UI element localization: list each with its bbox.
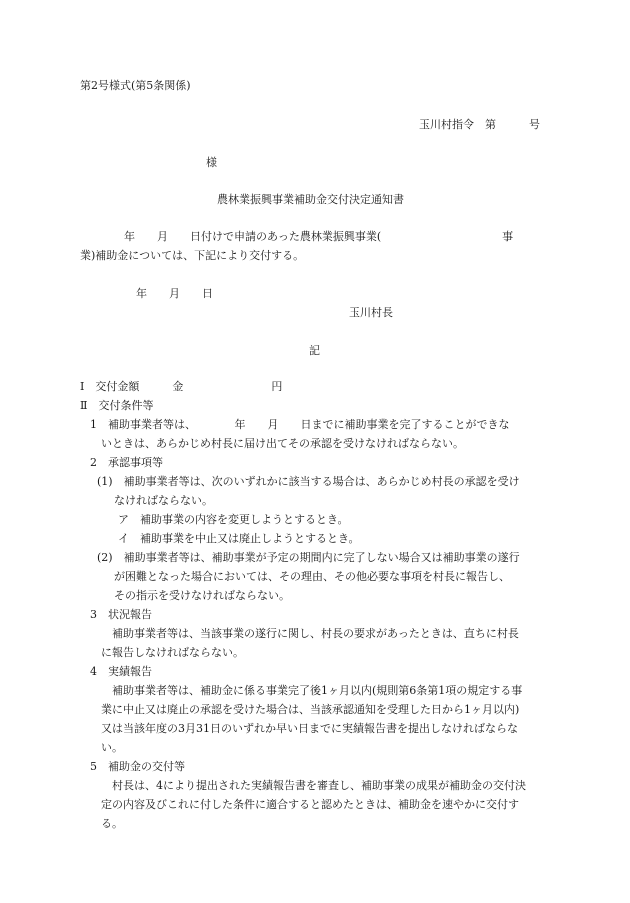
section-2-heading: Ⅱ 交付条件等 bbox=[80, 399, 154, 412]
condition-5-heading: 5 補助金の交付等 bbox=[90, 760, 185, 773]
condition-3-heading: 3 状況報告 bbox=[90, 608, 152, 621]
condition-3-line-2: に報告しなければならない。 bbox=[101, 646, 244, 659]
condition-5-line-3: る。 bbox=[101, 817, 123, 830]
condition-4-line-2: 業に中止又は廃止の承認を受けた場合は、当該承認通知を受理した日から1ヶ月以内) bbox=[101, 703, 520, 716]
ki-heading: 記 bbox=[309, 344, 320, 357]
condition-2-1-line-2: なければならない。 bbox=[114, 494, 213, 507]
condition-2-heading: 2 承認事項等 bbox=[90, 456, 163, 469]
form-label: 第2号様式(第5条関係) bbox=[80, 79, 191, 92]
condition-3-line-1: 補助事業者等は、当該事業の遂行に関し、村長の要求があったときは、直ちに村長 bbox=[112, 627, 519, 640]
condition-4-line-1: 補助事業者等は、補助金に係る事業完了後1ヶ月以内(規則第6条第1項の規定する事 bbox=[112, 684, 523, 697]
issue-date: 年 月 日 bbox=[136, 287, 213, 300]
condition-4-heading: 4 実績報告 bbox=[90, 665, 152, 678]
document-number: 玉川村指令 第 号 bbox=[419, 118, 540, 131]
issuer-name: 玉川村長 bbox=[349, 306, 393, 319]
section-1-amount: Ⅰ 交付金額 金 円 bbox=[80, 380, 283, 393]
condition-2-2-line-2: が困難となった場合においては、その理由、その他必要な事項を村長に報告し、 bbox=[114, 570, 510, 583]
document-title: 農林業振興事業補助金交付決定通知書 bbox=[217, 193, 404, 206]
condition-2-1-line-1: (1) 補助事業者等は、次のいずれかに該当する場合は、あらかじめ村長の承認を受け bbox=[97, 475, 520, 488]
condition-1-line-2: いときは、あらかじめ村長に届け出てその承認を受けなければならない。 bbox=[101, 437, 464, 450]
intro-line-1: 年 月 日付けで申請のあった農林業振興事業( 事 bbox=[80, 230, 514, 243]
condition-4-line-3: 又は当該年度の3月31日のいずれか早い日までに実績報告書を提出しなければならな bbox=[101, 722, 518, 735]
condition-1-line-1: 1 補助事業者等は、 年 月 日までに補助事業を完了することができな bbox=[90, 418, 510, 431]
addressee: 様 bbox=[206, 156, 217, 169]
condition-5-line-1: 村長は、4により提出された実績報告書を審査し、補助事業の成果が補助金の交付決 bbox=[112, 779, 526, 792]
condition-2-1-item-a: ア 補助事業の内容を変更しようとするとき。 bbox=[118, 513, 349, 526]
intro-line-2: 業)補助金については、下記により交付する。 bbox=[80, 249, 305, 262]
condition-2-1-item-i: イ 補助事業を中止又は廃止しようとするとき。 bbox=[118, 532, 360, 545]
condition-2-2-line-1: (2) 補助事業者等は、補助事業が予定の期間内に完了しない場合又は補助事業の遂行 bbox=[97, 551, 520, 564]
condition-2-2-line-3: その指示を受けなければならない。 bbox=[114, 589, 290, 602]
condition-5-line-2: 定の内容及びこれに付した条件に適合すると認めたときは、補助金を速やかに交付す bbox=[101, 798, 519, 811]
condition-4-line-4: い。 bbox=[101, 741, 123, 754]
